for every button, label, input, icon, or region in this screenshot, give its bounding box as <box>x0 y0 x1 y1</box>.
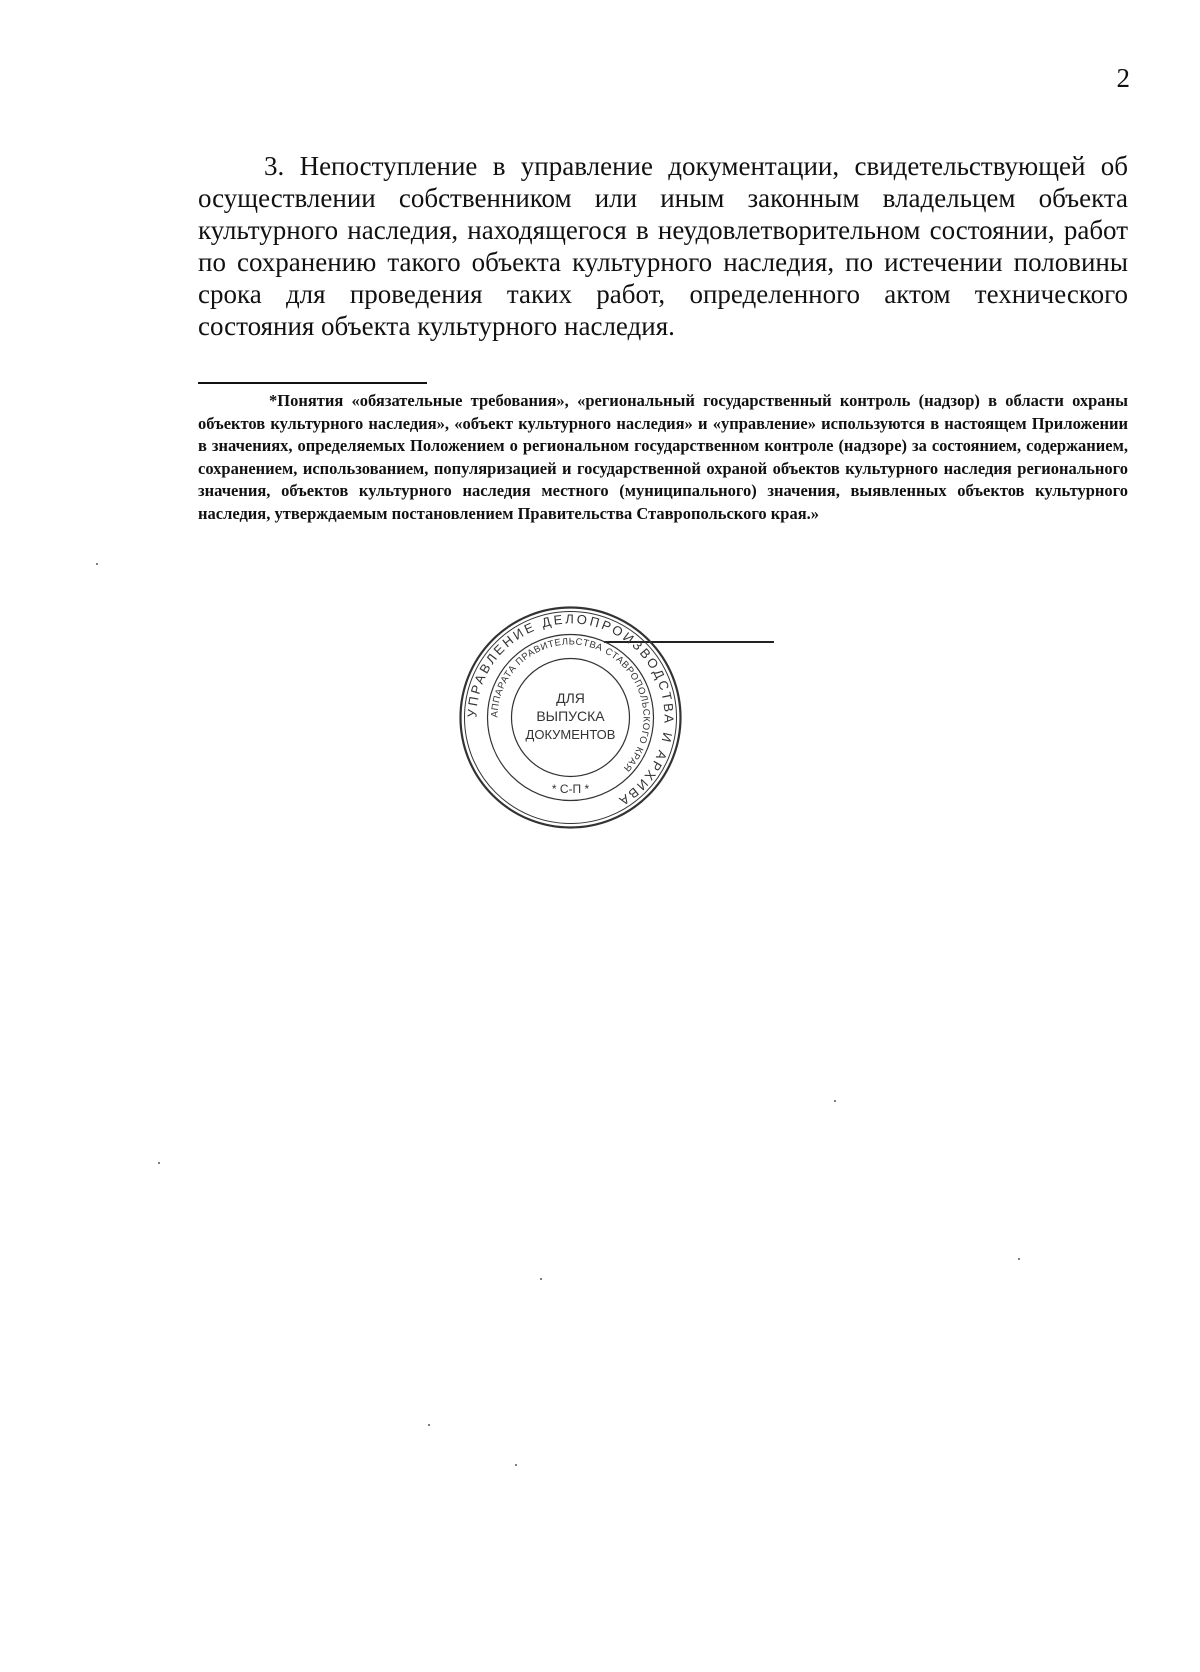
stamp-outer-text: УПРАВЛЕНИЕ ДЕЛОПРОИЗВОДСТВА И АРХИВА <box>464 611 677 810</box>
stamp-center-line2: ВЫПУСКА <box>536 708 605 724</box>
footnote-divider <box>198 382 427 384</box>
scan-speck <box>834 1100 836 1102</box>
footnote-text: *Понятия «обязательные требования», «региональный государственный контроль (надзор) в области охраны объектов культурного наследия», «объект культурного наследия» и «управление» используются в настоящем Приложении в значениях, определяемых Положением о региональном государственном контроле (надзоре) за состоянием, содержанием, сохранением, использованием, популяризацией и государственной охраной объектов культурного наследия регионального значения, объектов культурного наследия местного (муниципального) значения, выявленных объектов культурного наследия, утверждаемым постановлением Правительства Ставропольского края.» <box>198 391 1128 523</box>
scan-speck <box>515 1464 517 1466</box>
scan-speck <box>158 1162 160 1164</box>
scan-speck <box>96 563 98 565</box>
stamp-center-line1: ДЛЯ <box>556 690 585 706</box>
main-paragraph: 3. Непоступление в управление документации, свидетельствующей об осуществлении собственником или иным законным владельцем объекта культурного наследия, находящегося в неудовлетворительном состоянии, работ по сохранению такого объекта культурного наследия, по истечении половины срока для проведения таких работ, определенного актом технического состояния объекта культурного наследия. <box>198 151 1128 341</box>
stamp-center-line3: ДОКУМЕНТОВ <box>525 727 616 742</box>
page-number: 2 <box>1116 63 1130 93</box>
stamp-code: * С-П * <box>551 782 590 796</box>
official-stamp <box>458 605 683 830</box>
scan-speck <box>428 1424 430 1426</box>
scan-speck <box>1018 1258 1020 1260</box>
stamp-inner-text: АППАРАТА ПРАВИТЕЛЬСТВА СТАВРОПОЛЬСКОГО КРАЯ <box>489 636 652 774</box>
scan-speck <box>540 1278 542 1280</box>
